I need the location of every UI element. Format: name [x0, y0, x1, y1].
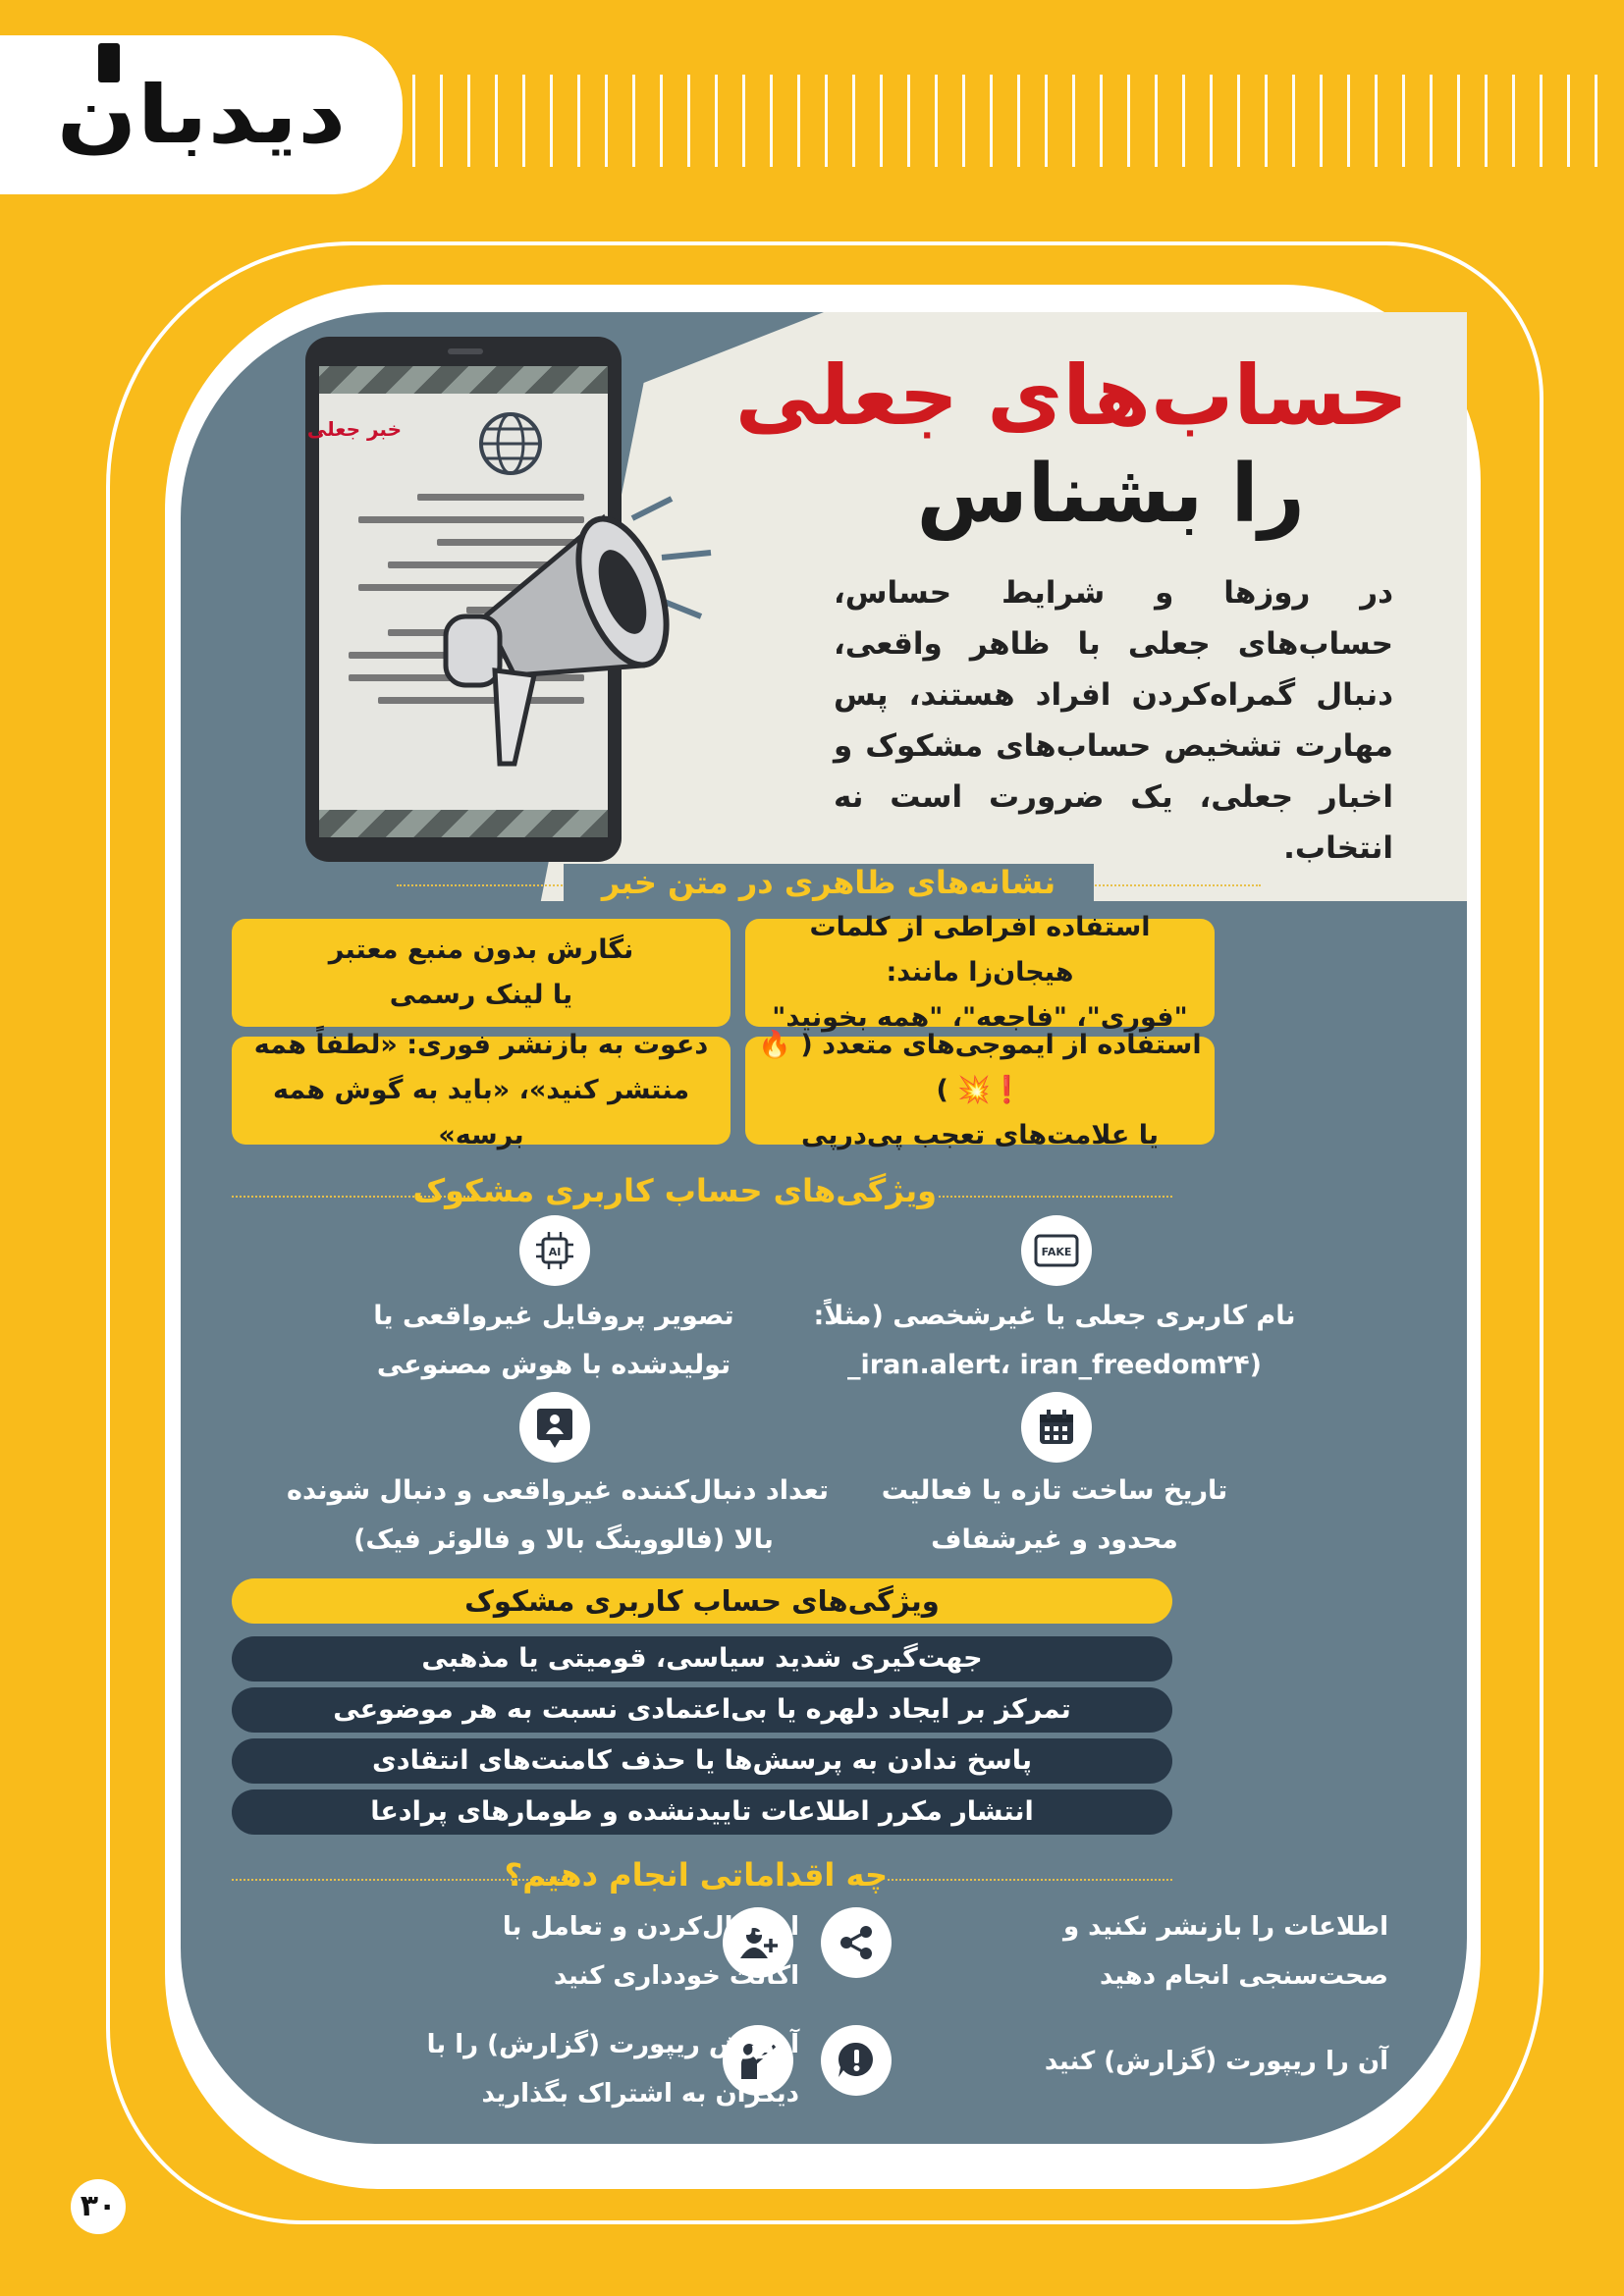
action-4-line2: دیگران به اشتراک بگذارید	[481, 2079, 799, 2109]
feature-4-text	[287, 1467, 829, 1565]
action-2-line1: از دنبال‌کردن و تعامل با	[502, 1912, 799, 1942]
action-1-text	[1063, 1902, 1388, 2001]
behavior-row-1: جهت‌گیری شدید سیاسی، قومیتی یا مذهبی	[232, 1636, 1172, 1682]
sign-1-line2: "فوری"، "فاجعه"، "همه بخونید"	[772, 1002, 1188, 1033]
svg-text:AI: AI	[548, 1246, 562, 1258]
page-number: ۳۰	[71, 2179, 126, 2234]
section4-title: چه اقداماتی انجام دهیم؟	[504, 1856, 888, 1894]
globe-icon	[476, 409, 545, 478]
ai-chip-icon	[519, 1215, 590, 1286]
megaphone-icon	[426, 479, 750, 803]
feature-4-line2: بالا (فالووینگ بالا و فالوئر فیک)	[353, 1524, 774, 1555]
logo-box	[0, 35, 403, 194]
feature-3-line2: محدود و غیرشفاف	[931, 1524, 1178, 1555]
feature-2-line2: تولیدشده با هوش مصنوعی	[376, 1350, 731, 1380]
feature-3-line1: تاریخ ساخت تازه یا فعالیت	[881, 1475, 1228, 1506]
sign-3-line1: استفاده از ایموجی‌های متعدد ( 🔥❗💥 )	[758, 1030, 1202, 1105]
behavior-row-3: پاسخ ندادن به پرسش‌ها یا حذف کامنت‌های انتقادی	[232, 1738, 1172, 1784]
screen-stripe-top	[319, 366, 608, 394]
action-4-text	[427, 2020, 799, 2118]
infographic-poster	[181, 312, 1467, 2144]
section3-title: ویژگی‌های حساب کاربری مشکوک	[232, 1578, 1172, 1624]
sign-2-line2: یا لینک رسمی	[389, 980, 573, 1010]
svg-text:FAKE: FAKE	[1041, 1246, 1072, 1258]
feature-3-text	[799, 1467, 1310, 1565]
headline-red: حساب‌های جعلی	[734, 347, 1408, 444]
behavior-row-4: انتشار مکرر اطلاعات تاییدنشده و طومارهای پرادعا	[232, 1789, 1172, 1835]
alert-icon	[821, 2025, 892, 2096]
action-2-line2: اکانت خودداری کنید	[554, 1961, 799, 1991]
feature-4-line1: تعداد دنبال‌کننده غیرواقعی و دنبال شونده	[287, 1475, 829, 1506]
screen-stripe-bottom	[319, 810, 608, 837]
header-stripes	[412, 75, 1620, 167]
feature-1-text	[799, 1292, 1310, 1390]
feature-1-line2: (iran.alert، iran_freedom۲۴_	[847, 1350, 1262, 1380]
sign-3-line2: یا علامت‌های تعجب پی‌درپی	[800, 1120, 1160, 1150]
fake-badge-icon	[1021, 1215, 1092, 1286]
fake-news-label: خبر جعلی	[306, 417, 402, 441]
behavior-row-2: تمرکز بر ایجاد دلهره یا بی‌اعتمادی نسبت به هر موضوعی	[232, 1687, 1172, 1733]
action-1-line1: اطلاعات را بازنشر نکنید و	[1062, 1912, 1388, 1942]
sign-4-line2: منتشر کنید»، «باید به گوش همه برسه»	[272, 1075, 690, 1150]
phone-notch	[448, 348, 483, 354]
action-2-text	[503, 1902, 799, 2001]
headline-black: را بشناس	[916, 448, 1305, 541]
feature-1-line1: نام کاربری جعلی یا غیرشخصی (مثلاً:	[813, 1301, 1296, 1331]
sign-box-3	[745, 1030, 1215, 1150]
sign-4-line1: دعوت به بازنشر فوری: «لطفاً همه	[253, 1030, 709, 1060]
intro-paragraph: در روزها و شرایط حساس، حساب‌های جعلی با ظاهر واقعی، دنبال گمراه‌کردن افراد هستند، پس مهارت تشخیص حساب‌های مشکوک و اخبار جعلی، یک ضرورت است نه انتخاب.	[834, 575, 1393, 866]
sign-box-2	[232, 919, 731, 1027]
followers-icon	[519, 1392, 590, 1463]
action-1-line2: صحت‌سنجی انجام دهید	[1100, 1961, 1388, 1991]
sign-1-line1: استفاده افراطی از کلمات هیجان‌زا مانند:	[809, 912, 1151, 988]
action-3-line1: آن را ریپورت (گزارش) کنید	[1044, 2047, 1388, 2076]
calendar-icon	[1021, 1392, 1092, 1463]
section2-title: ویژگی‌های حساب کاربری مشکوک	[412, 1172, 937, 1209]
section1-title: نشانه‌های ظاهری در متن خبر	[564, 864, 1094, 901]
feature-2-line1: تصویر پروفایل غیرواقعی یا	[373, 1301, 734, 1331]
sign-box-1	[745, 912, 1215, 1033]
share-icon	[821, 1907, 892, 1978]
action-3-text	[1045, 2037, 1388, 2086]
sign-2-line1: نگارش بدون منبع معتبر	[328, 934, 634, 965]
sign-box-4	[232, 1030, 731, 1150]
brand-logo: دیدبان	[56, 68, 347, 162]
feature-2-text	[298, 1292, 809, 1390]
action-4-line1: آموزش ریپورت (گزارش) را با	[426, 2030, 799, 2059]
